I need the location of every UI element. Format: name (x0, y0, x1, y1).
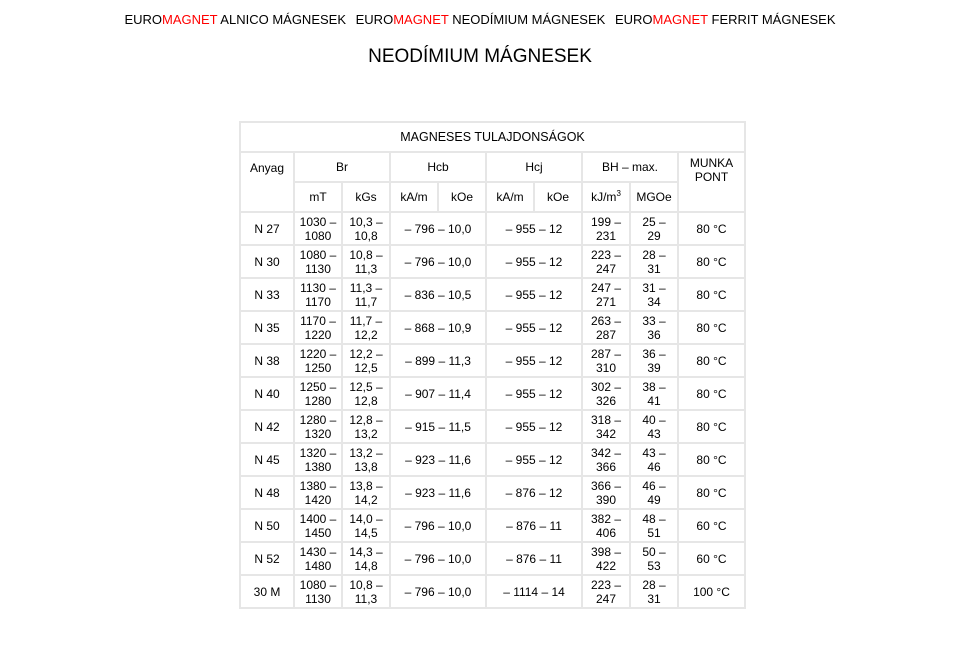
unit-kgs: kGs (343, 183, 389, 211)
table-row (241, 411, 744, 442)
hcb-cell: – 836 – 10,5 (391, 279, 485, 310)
hcj-cell: – 876 – 11 (487, 543, 581, 574)
material-cell: N 35 (241, 312, 293, 343)
br-mt-cell: 1250 – 1280 (295, 378, 341, 409)
br-mt-cell: 1080 – 1130 (295, 246, 341, 277)
material-cell: N 42 (241, 411, 293, 442)
unit-kjm3-label: kJ/m (591, 190, 617, 204)
header-hcb: Hcb (391, 153, 485, 181)
material-cell: N 40 (241, 378, 293, 409)
bh-kjm3-cell: 382 – 406 (583, 510, 629, 541)
bh-kjm3-cell: 247 – 271 (583, 279, 629, 310)
table-body (241, 213, 744, 607)
bh-mgoe-cell: 43 – 46 (631, 444, 677, 475)
table-row (241, 444, 744, 475)
br-mt-cell: 1170 – 1220 (295, 312, 341, 343)
working-temp-cell: 60 °C (679, 510, 744, 541)
bh-kjm3-cell: 318 – 342 (583, 411, 629, 442)
nav-suffix: FERRIT MÁGNESEK (707, 12, 836, 27)
bh-kjm3-cell: 263 – 287 (583, 312, 629, 343)
hcb-cell: – 923 – 11,6 (391, 477, 485, 508)
br-kgs-cell: 11,3 – 11,7 (343, 279, 389, 310)
br-kgs-cell: 10,3 – 10,8 (343, 213, 389, 244)
header-munka-pont-label: MUNKA PONT (689, 156, 734, 184)
working-temp-cell: 80 °C (679, 411, 744, 442)
unit-kam-hcj: kA/m (487, 183, 533, 211)
bh-kjm3-cell: 366 – 390 (583, 477, 629, 508)
br-kgs-cell: 14,0 – 14,5 (343, 510, 389, 541)
br-mt-cell: 1030 – 1080 (295, 213, 341, 244)
header-br: Br (295, 153, 389, 181)
br-mt-cell: 1380 – 1420 (295, 477, 341, 508)
nav-brand: MAGNET (652, 12, 708, 27)
working-temp-cell: 80 °C (679, 213, 744, 244)
hcb-cell: – 796 – 10,0 (391, 576, 485, 607)
nav-prefix: EURO (124, 12, 163, 27)
bh-mgoe-cell: 36 – 39 (631, 345, 677, 376)
br-kgs-cell: 10,8 – 11,3 (343, 576, 389, 607)
table-row (241, 378, 744, 409)
table-row (241, 279, 744, 310)
table-row (241, 576, 744, 607)
nav-brand: MAGNET (393, 12, 449, 27)
working-temp-cell: 80 °C (679, 378, 744, 409)
nav-prefix: EURO (355, 12, 394, 27)
bh-mgoe-cell: 25 – 29 (631, 213, 677, 244)
working-temp-cell: 60 °C (679, 543, 744, 574)
table-row (241, 477, 744, 508)
material-cell: N 52 (241, 543, 293, 574)
table-caption: MAGNESES TULAJDONSÁGOK (241, 123, 744, 151)
unit-koe-hcj: kOe (535, 183, 581, 211)
hcj-cell: – 955 – 12 (487, 279, 581, 310)
table-row (241, 213, 744, 244)
nav-suffix: ALNICO MÁGNESEK (217, 12, 346, 27)
material-cell: 30 M (241, 576, 293, 607)
material-cell: N 50 (241, 510, 293, 541)
bh-kjm3-cell: 199 – 231 (583, 213, 629, 244)
br-mt-cell: 1400 – 1450 (295, 510, 341, 541)
br-mt-cell: 1080 – 1130 (295, 576, 341, 607)
hcj-cell: – 1114 – 14 (487, 576, 581, 607)
bh-kjm3-cell: 302 – 326 (583, 378, 629, 409)
table-row (241, 543, 744, 574)
working-temp-cell: 80 °C (679, 444, 744, 475)
hcb-cell: – 796 – 10,0 (391, 543, 485, 574)
table-row (241, 246, 744, 277)
material-cell: N 30 (241, 246, 293, 277)
page-title: NEODÍMIUM MÁGNESEK (368, 46, 592, 67)
hcj-cell: – 955 – 12 (487, 444, 581, 475)
br-mt-cell: 1220 – 1250 (295, 345, 341, 376)
magnetic-properties-table (239, 121, 746, 609)
nav-link-neodymium[interactable] (356, 12, 606, 27)
working-temp-cell: 80 °C (679, 477, 744, 508)
bh-kjm3-cell: 223 – 247 (583, 246, 629, 277)
br-kgs-cell: 13,8 – 14,2 (343, 477, 389, 508)
hcb-cell: – 907 – 11,4 (391, 378, 485, 409)
hcj-cell: – 876 – 11 (487, 510, 581, 541)
hcb-cell: – 796 – 10,0 (391, 246, 485, 277)
working-temp-cell: 80 °C (679, 279, 744, 310)
unit-mgoe: MGOe (631, 183, 677, 211)
unit-mt: mT (295, 183, 341, 211)
br-kgs-cell: 14,3 – 14,8 (343, 543, 389, 574)
br-kgs-cell: 12,8 – 13,2 (343, 411, 389, 442)
top-navigation (0, 12, 960, 27)
br-mt-cell: 1280 – 1320 (295, 411, 341, 442)
hcj-cell: – 955 – 12 (487, 378, 581, 409)
br-kgs-cell: 11,7 – 12,2 (343, 312, 389, 343)
header-munka-pont (679, 153, 744, 211)
bh-mgoe-cell: 28 – 31 (631, 246, 677, 277)
header-hcj: Hcj (487, 153, 581, 181)
hcj-cell: – 955 – 12 (487, 312, 581, 343)
material-cell: N 48 (241, 477, 293, 508)
unit-kam-hcb: kA/m (391, 183, 437, 211)
nav-suffix: NEODÍMIUM MÁGNESEK (448, 12, 606, 27)
table-row (241, 312, 744, 343)
bh-kjm3-cell: 223 – 247 (583, 576, 629, 607)
bh-kjm3-cell: 342 – 366 (583, 444, 629, 475)
bh-mgoe-cell: 40 – 43 (631, 411, 677, 442)
hcj-cell: – 876 – 12 (487, 477, 581, 508)
bh-mgoe-cell: 33 – 36 (631, 312, 677, 343)
bh-mgoe-cell: 46 – 49 (631, 477, 677, 508)
nav-link-alnico[interactable] (124, 12, 346, 27)
material-cell: N 45 (241, 444, 293, 475)
br-kgs-cell: 12,2 – 12,5 (343, 345, 389, 376)
working-temp-cell: 80 °C (679, 345, 744, 376)
bh-kjm3-cell: 287 – 310 (583, 345, 629, 376)
hcb-cell: – 915 – 11,5 (391, 411, 485, 442)
bh-mgoe-cell: 31 – 34 (631, 279, 677, 310)
unit-kjm3 (583, 183, 629, 211)
bh-mgoe-cell: 48 – 51 (631, 510, 677, 541)
unit-koe-hcb: kOe (439, 183, 485, 211)
br-kgs-cell: 10,8 – 11,3 (343, 246, 389, 277)
hcj-cell: – 955 – 12 (487, 213, 581, 244)
hcb-cell: – 923 – 11,6 (391, 444, 485, 475)
br-mt-cell: 1130 – 1170 (295, 279, 341, 310)
hcb-cell: – 868 – 10,9 (391, 312, 485, 343)
hcb-cell: – 796 – 10,0 (391, 213, 485, 244)
br-mt-cell: 1430 – 1480 (295, 543, 341, 574)
hcj-cell: – 955 – 12 (487, 246, 581, 277)
bh-mgoe-cell: 50 – 53 (631, 543, 677, 574)
working-temp-cell: 80 °C (679, 312, 744, 343)
material-cell: N 33 (241, 279, 293, 310)
br-mt-cell: 1320 – 1380 (295, 444, 341, 475)
br-kgs-cell: 12,5 – 12,8 (343, 378, 389, 409)
hcb-cell: – 796 – 10,0 (391, 510, 485, 541)
header-bh-max: BH – max. (583, 153, 677, 181)
bh-kjm3-cell: 398 – 422 (583, 543, 629, 574)
header-anyag: Anyag (241, 153, 293, 211)
table-row (241, 345, 744, 376)
br-kgs-cell: 13,2 – 13,8 (343, 444, 389, 475)
working-temp-cell: 100 °C (679, 576, 744, 607)
material-cell: N 38 (241, 345, 293, 376)
material-cell: N 27 (241, 213, 293, 244)
hcj-cell: – 955 – 12 (487, 411, 581, 442)
table-row (241, 510, 744, 541)
nav-prefix: EURO (614, 12, 653, 27)
nav-brand: MAGNET (162, 12, 218, 27)
unit-kjm3-exp: 3 (616, 189, 621, 198)
bh-mgoe-cell: 38 – 41 (631, 378, 677, 409)
hcb-cell: – 899 – 11,3 (391, 345, 485, 376)
working-temp-cell: 80 °C (679, 246, 744, 277)
bh-mgoe-cell: 28 – 31 (631, 576, 677, 607)
nav-link-ferrite[interactable] (615, 12, 836, 27)
hcj-cell: – 955 – 12 (487, 345, 581, 376)
